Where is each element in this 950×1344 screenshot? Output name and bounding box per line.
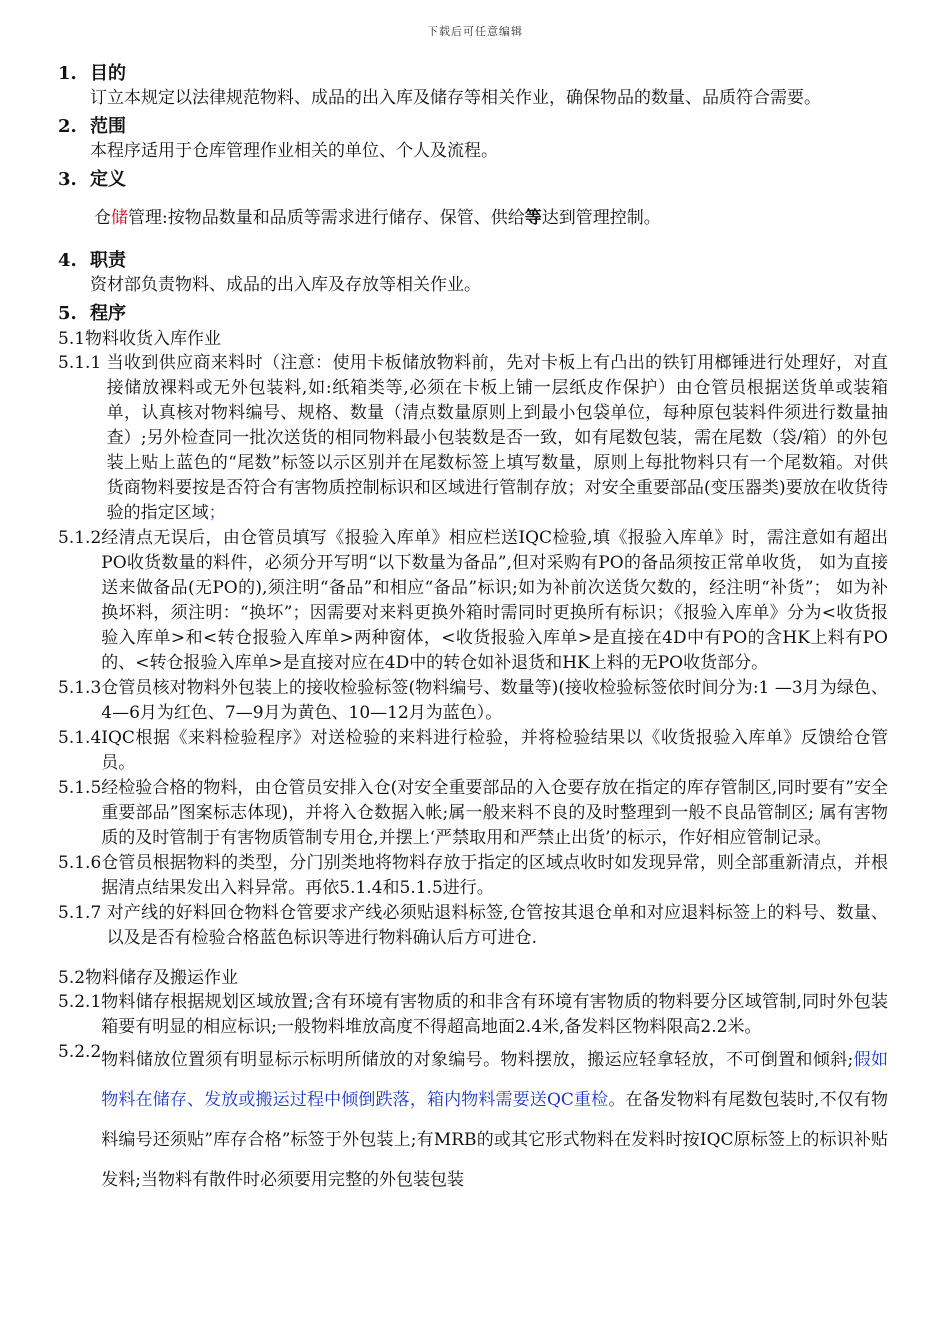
subsection-title-storage: 5.2物料储存及搬运作业 (58, 968, 239, 988)
procedure-item (58, 676, 888, 726)
item-text: 物料储存根据规划区域放置;含有环境有害物质的和非含有环境有害物质的物料要分区域管制,同时外包装箱要有明显的相应标识;一般物料堆放高度不得超高地面2.4米,备发料区物料限高2.2米。 (101, 992, 888, 1037)
item-text-main: 当收到供应商来料时（注意：使用卡板储放物料前，先对卡板上有凸出的铁钉用榔锤进行处理好，对直接储放裸料或无外包装料,如:纸箱类等,必须在卡板上铺一层纸皮作保护）由仓管员根据送货单或装箱单，认真核对物料编号、规格、数量（清点数量原则上到最小包袋单位，每种原包装料件须进行数量抽查）;另外检查同一批次送货的相同物料最小包装数是否一致，如有尾数包装，需在尾数（袋/箱）的外包装上贴上蓝色的“尾数”标签以示区别并在尾数标签上填写数量，原则上每批物料只有一个尾数箱。对供货商物料要按是否符合有害物质控制标识和区域进行管制存放；对安全重要部品(变压器类)要放在收货待验的指定区域 (106, 353, 888, 523)
item-text-blue: 假如物料在储存、发放或搬运过程中倾倒跌落，箱内物料需要送QC重检。 (101, 1050, 888, 1110)
item-number: 5.2.2 (58, 1042, 102, 1062)
definition-part: 仓 (94, 208, 111, 228)
section-heading-purpose (58, 61, 888, 86)
item-text-main: 物料储放位置须有明显标示标明所储放的对象编号。物料摆放，搬运应轻拿轻放，不可倒置和倾斜; (101, 1050, 854, 1070)
section-heading-responsibility (58, 248, 888, 273)
definition-text (58, 206, 888, 230)
procedure-item (58, 901, 888, 951)
item-text: 对产线的好料回仓物料仓管要求产线必须贴退料标签,仓管按其退仓单和对应退料标签上的料号、数量、以及是否有检验合格蓝色标识等进行物料确认后方可进仓. (106, 903, 888, 948)
item-number: 5.1.6 (58, 853, 102, 873)
section-body-scope: 本程序适用于仓库管理作业相关的单位、个人及流程。 (90, 141, 498, 161)
definition-part: 达到管理控制。 (541, 208, 661, 228)
section-title: 职责 (90, 250, 126, 271)
section-title: 范围 (90, 116, 126, 137)
definition-highlight-bold: 等 (524, 208, 542, 228)
section-number: 5. (58, 303, 77, 324)
section-number: 3. (58, 169, 77, 190)
section-title: 程序 (90, 303, 126, 324)
section-body-purpose: 订立本规定以法律规范物料、成品的出入库及储存等相关作业，确保物品的数量、品质符合需要。 (90, 88, 821, 108)
procedure-item (58, 776, 888, 851)
procedure-item (58, 851, 888, 901)
procedure-item (58, 726, 888, 776)
page-header: 下载后可任意编辑 (427, 25, 523, 38)
document-body (58, 57, 888, 1200)
section-heading-procedure (58, 301, 888, 326)
procedure-item (58, 1040, 888, 1200)
section-number: 4. (58, 250, 77, 271)
item-number: 5.1.1 (58, 353, 107, 373)
procedure-item (58, 990, 888, 1040)
item-text (107, 351, 888, 526)
spacer (58, 951, 888, 965)
item-number: 5.1.5 (58, 778, 102, 798)
definition-highlight-red: 储 (111, 208, 128, 228)
procedure-item (58, 526, 888, 676)
item-text-blue: ； (208, 503, 226, 523)
section-heading-scope (58, 114, 888, 139)
item-number: 5.2.1 (58, 992, 102, 1012)
item-number: 5.1.7 (58, 903, 107, 923)
procedure-item (58, 351, 888, 526)
item-text: 经检验合格的物料，由仓管员安排入仓(对安全重要部品的入仓要存放在指定的库存管制区,同时要有”安全重要部品”图案标志体现)，并将入仓数据入帐;属一般来料不良的及时整理到一般不良品管制区; 属有害物质的及时管制于有害物质管制专用仓,并摆上‘严禁取用和严禁止出货’的标示，作好相应管制记录。 (101, 778, 888, 848)
definition-part: 管理:按物品数量和品质等需求进行储存、保管、供给 (128, 208, 525, 228)
section-number: 2. (58, 116, 77, 137)
item-number: 5.1.3 (58, 678, 102, 698)
item-number: 5.1.2 (58, 528, 102, 548)
section-body-responsibility: 资材部负责物料、成品的出入库及存放等相关作业。 (90, 275, 481, 295)
section-title: 定义 (90, 169, 126, 190)
item-text-tail: 在备发物料有尾数包装时,不仅有物料编号还须贴”库存合格”标签于外包装上;有MRB的或其它形式物料在发料时按IQC原标签上的标识补贴发料;当物料有散件时必须要用完整的外包装包装 (101, 1090, 888, 1190)
item-number: 5.1.4 (58, 728, 102, 748)
section-number: 1. (58, 63, 77, 84)
item-text: 经清点无误后，由仓管员填写《报验入库单》相应栏送IQC检验,填《报验入库单》时，需注意如有超出PO收货数量的料件，必须分开写明“以下数量为备品”,但对采购有PO的备品须按正常单收货， 如为直接送来做备品(无PO的),须注明“备品”和相应“备品”标识;如为补前次送货欠数的，经注明“补货”； 如为补换坏料，须注明：“换坏”；因需要对来料更换外箱时需同时更换所有标识；《报验入库单》分为<收货报验入库单>和<转仓报验入库单>两种窗体，<收货报验入库单>是直接在4D中有PO的含HK上料有PO的、<转仓报验入库单>是直接对应在4D中的转仓如补退货和HK上料的无PO收货部分。 (101, 528, 888, 673)
item-text (101, 1040, 888, 1200)
item-text: IQC根据《来料检验程序》对送检验的来料进行检验，并将检验结果以《收货报验入库单》反馈给仓管员。 (101, 728, 888, 773)
section-title: 目的 (90, 63, 126, 84)
item-text: 仓管员核对物料外包装上的接收检验标签(物料编号、数量等)(接收检验标签依时间分为:1 —3月为绿色、4—6月为红色、7—9月为黄色、10—12月为蓝色）。 (101, 678, 888, 723)
section-heading-definition (58, 167, 888, 192)
item-text: 仓管员根据物料的类型，分门别类地将物料存放于指定的区域点收时如发现异常，则全部重新清点，并根据清点结果发出入料异常。再依5.1.4和5.1.5进行。 (101, 853, 888, 898)
subsection-title-receiving: 5.1物料收货入库作业 (58, 329, 222, 349)
